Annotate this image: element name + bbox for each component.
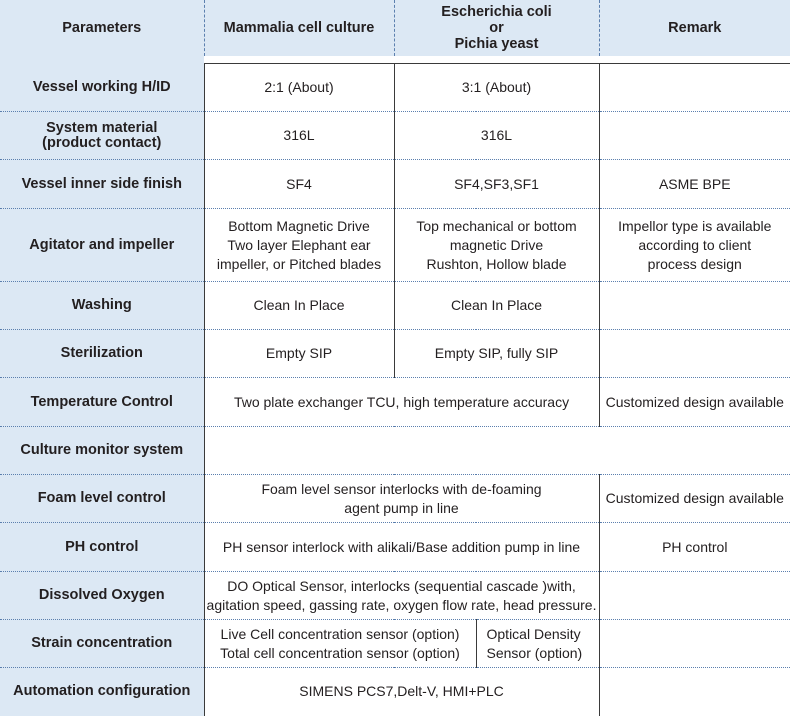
sterilization-mammal: Empty SIP [204, 330, 394, 378]
oxygen-value [204, 572, 599, 620]
strain-cell-line1: Live Cell concentration sensor (option) [220, 625, 460, 642]
label-material-line2: (product contact) [42, 134, 162, 151]
agitator-ecoli-line3: Rushton, Hollow blade [426, 255, 567, 272]
label-ph: PH control [0, 523, 204, 572]
agitator-ecoli-line2: magnetic Drive [449, 236, 544, 253]
foam-value-line2: agent pump in line [344, 499, 459, 516]
label-material-line1: System material [46, 119, 158, 136]
agitator-ecoli-line1: Top mechanical or bottom [416, 217, 577, 234]
row-monitor [0, 427, 790, 475]
row-automation [0, 668, 790, 716]
strain-optical-density [476, 620, 599, 668]
agitator-remark-line2: according to client [638, 236, 752, 253]
agitator-remark [599, 209, 790, 282]
header-parameters: Parameters [0, 0, 204, 56]
row-temperature [0, 378, 790, 427]
row-foam [0, 475, 790, 523]
label-temperature: Temperature Control [0, 378, 204, 427]
agitator-mammal-line1: Bottom Magnetic Drive [228, 217, 370, 234]
label-sterilization: Sterilization [0, 330, 204, 378]
sterilization-remark [599, 330, 790, 378]
finish-mammal: SF4 [204, 160, 394, 209]
row-washing [0, 282, 790, 330]
material-ecoli: 316L [394, 112, 599, 160]
sterilization-ecoli: Empty SIP, fully SIP [394, 330, 599, 378]
oxygen-value-line1: DO Optical Sensor, interlocks (sequential cascade )with, [227, 577, 576, 594]
label-oxygen: Dissolved Oxygen [0, 572, 204, 620]
strain-optical-line2: Sensor (option) [486, 644, 583, 661]
washing-mammal: Clean In Place [204, 282, 394, 330]
header-gap [0, 56, 790, 64]
agitator-remark-line3: process design [647, 255, 742, 272]
agitator-ecoli [394, 209, 599, 282]
finish-ecoli: SF4,SF3,SF1 [394, 160, 599, 209]
header-mammalia: Mammalia cell culture [204, 0, 394, 56]
finish-remark: ASME BPE [599, 160, 790, 209]
ph-value: PH sensor interlock with alikali/Base addition pump in line [204, 523, 599, 572]
temperature-remark: Customized design available [599, 378, 790, 427]
header-ecoli [394, 0, 599, 56]
strain-cell-sensors [204, 620, 476, 668]
row-strain [0, 620, 790, 668]
label-agitator: Agitator and impeller [0, 209, 204, 282]
agitator-mammal-line2: Two layer Elephant ear [227, 236, 371, 253]
label-automation: Automation configuration [0, 668, 204, 716]
strain-cell-line2: Total cell concentration sensor (option) [220, 644, 460, 661]
agitator-remark-line1: Impellor type is available [618, 217, 772, 234]
label-strain: Strain concentration [0, 620, 204, 668]
row-vessel [0, 64, 790, 112]
oxygen-remark [599, 572, 790, 620]
header-ecoli-line1: Escherichia coli [441, 4, 552, 20]
strain-optical-line1: Optical Density [486, 625, 581, 642]
row-material [0, 112, 790, 160]
vessel-mammal: 2:1 (About) [204, 64, 394, 112]
header-ecoli-line3: Pichia yeast [454, 36, 539, 52]
ph-remark: PH control [599, 523, 790, 572]
label-foam: Foam level control [0, 475, 204, 523]
material-mammal: 316L [204, 112, 394, 160]
foam-value [204, 475, 599, 523]
label-material [0, 112, 204, 160]
label-monitor: Culture monitor system [0, 427, 204, 475]
automation-value: SIMENS PCS7,Delt-V, HMI+PLC [204, 668, 599, 716]
foam-remark: Customized design available [599, 475, 790, 523]
agitator-mammal [204, 209, 394, 282]
label-finish: Vessel inner side finish [0, 160, 204, 209]
vessel-remark [599, 64, 790, 112]
row-ph [0, 523, 790, 572]
row-finish [0, 160, 790, 209]
header-ecoli-line2: or [489, 20, 504, 36]
row-oxygen [0, 572, 790, 620]
washing-ecoli: Clean In Place [394, 282, 599, 330]
header-remark: Remark [599, 0, 790, 56]
agitator-mammal-line3: impeller, or Pitched blades [216, 255, 382, 272]
row-sterilization [0, 330, 790, 378]
oxygen-value-line2: agitation speed, gassing rate, oxygen flow rate, head pressure. [206, 596, 597, 613]
washing-remark [599, 282, 790, 330]
row-agitator [0, 209, 790, 282]
vessel-ecoli: 3:1 (About) [394, 64, 599, 112]
foam-value-line1: Foam level sensor interlocks with de-foaming [261, 480, 542, 497]
material-remark [599, 112, 790, 160]
monitor-value [204, 427, 790, 475]
temperature-value: Two plate exchanger TCU, high temperature accuracy [204, 378, 599, 427]
label-washing: Washing [0, 282, 204, 330]
header-row [0, 0, 790, 56]
label-vessel: Vessel working H/ID [0, 64, 204, 112]
